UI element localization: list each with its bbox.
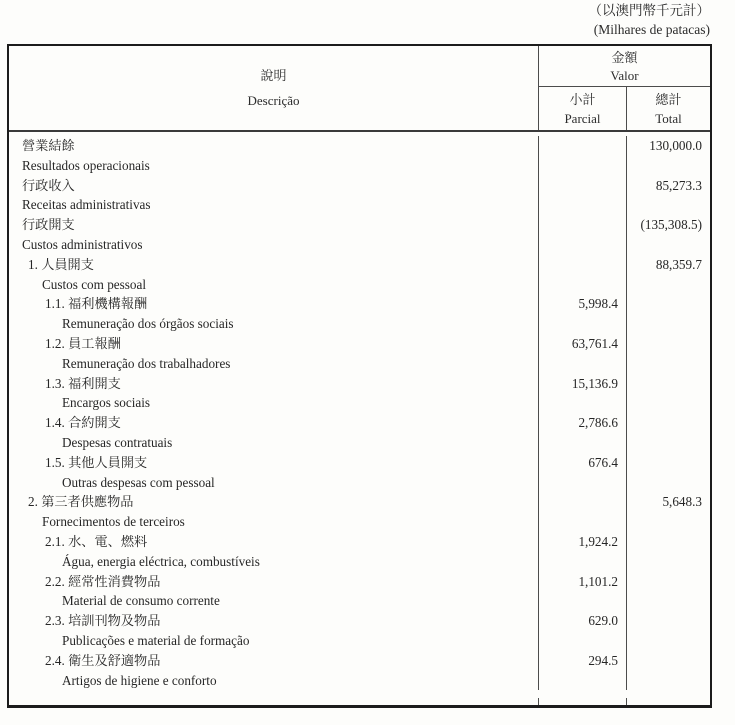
description-cell (9, 492, 538, 532)
column-header-description-zh: 說明 (260, 68, 287, 83)
description-pt: Remuneração dos órgãos sociais (62, 316, 234, 332)
total-value (626, 572, 710, 612)
description-pt: Custos com pessoal (42, 276, 147, 292)
description-cell (9, 413, 538, 453)
parcial-value: 5,998.4 (538, 294, 626, 334)
description-pt: Material de consumo corrente (62, 593, 220, 609)
description-zh: 營業結餘 (22, 138, 75, 153)
total-value (626, 294, 710, 334)
table-row (9, 453, 710, 493)
parcial-value: 1,101.2 (538, 572, 626, 612)
description-pt: Artigos de higiene e conforto (62, 672, 217, 688)
table-row (9, 255, 710, 295)
table-row (9, 572, 710, 612)
table-row (9, 215, 710, 255)
parcial-value: 63,761.4 (538, 334, 626, 374)
column-header-description-pt: Descrição (247, 93, 300, 108)
description-pt: Resultados operacionais (22, 157, 150, 173)
table-row (9, 334, 710, 374)
table-row (9, 413, 710, 453)
parcial-value: 676.4 (538, 453, 626, 493)
description-zh: 1.3. 福利開支 (45, 375, 121, 391)
column-header-description (9, 46, 538, 130)
description-pt: Custos administrativos (22, 236, 143, 252)
description-cell (9, 294, 538, 334)
table-filler (9, 698, 710, 705)
table-header (9, 46, 710, 132)
description-cell (9, 255, 538, 295)
description-pt: Remuneração dos trabalhadores (62, 355, 231, 371)
description-zh: 2.2. 經常性消費物品 (45, 573, 161, 589)
table-row (9, 136, 710, 176)
description-zh: 行政開支 (22, 217, 75, 233)
description-cell (9, 334, 538, 374)
parcial-value (538, 215, 626, 255)
total-value: (135,308.5) (626, 215, 710, 255)
description-cell (9, 532, 538, 572)
column-header-amount-pt: Valor (610, 67, 639, 83)
parcial-value: 1,924.2 (538, 532, 626, 572)
total-value: 88,359.7 (626, 255, 710, 295)
description-cell (9, 215, 538, 255)
column-header-total-pt: Total (655, 110, 682, 126)
description-zh: 1.2. 員工報酬 (45, 335, 121, 351)
total-value: 5,648.3 (626, 492, 710, 532)
total-value (626, 453, 710, 493)
parcial-value (538, 136, 626, 176)
description-zh: 2.4. 衛生及舒適物品 (45, 652, 161, 668)
description-zh: 行政收入 (22, 177, 75, 193)
description-zh: 2. 第三者供應物品 (28, 494, 134, 510)
unit-note-pt: (Milhares de patacas) (593, 22, 710, 37)
total-value: 130,000.0 (626, 136, 710, 176)
column-header-amount-zh: 金額 (611, 49, 638, 65)
total-value: 85,273.3 (626, 176, 710, 216)
total-value (626, 532, 710, 572)
table-row (9, 294, 710, 334)
description-pt: Fornecimentos de terceiros (42, 514, 185, 530)
column-header-total (626, 87, 710, 130)
column-header-subtotal (538, 87, 626, 130)
description-cell (9, 176, 538, 216)
description-cell (9, 453, 538, 493)
description-zh: 1. 人員開支 (28, 256, 94, 272)
total-value (626, 413, 710, 453)
table-row (9, 492, 710, 532)
column-header-subtotal-pt: Parcial (564, 110, 601, 126)
parcial-value (538, 255, 626, 295)
description-pt: Publicações e material de formação (62, 632, 250, 648)
description-pt: Outras despesas com pessoal (62, 474, 215, 490)
table-row (9, 651, 710, 691)
table-body (9, 132, 710, 698)
description-pt: Despesas contratuais (62, 434, 173, 450)
column-header-total-zh: 總計 (655, 91, 682, 107)
parcial-value (538, 176, 626, 216)
description-cell (9, 374, 538, 414)
total-value (626, 374, 710, 414)
description-zh: 1.1. 福利機構報酬 (45, 296, 148, 312)
column-header-subtotal-zh: 小計 (569, 91, 596, 107)
parcial-value: 294.5 (538, 651, 626, 691)
description-cell (9, 611, 538, 651)
table-row (9, 374, 710, 414)
table-row (9, 176, 710, 216)
description-pt: Água, energia eléctrica, combustíveis (62, 553, 260, 569)
parcial-value: 15,136.9 (538, 374, 626, 414)
description-cell (9, 572, 538, 612)
total-value (626, 334, 710, 374)
parcial-value: 2,786.6 (538, 413, 626, 453)
table-row (9, 532, 710, 572)
description-zh: 2.3. 培訓刊物及物品 (45, 613, 161, 629)
parcial-value: 629.0 (538, 611, 626, 651)
description-cell (9, 651, 538, 691)
description-pt: Encargos sociais (62, 395, 151, 411)
total-value (626, 611, 710, 651)
description-cell (9, 136, 538, 176)
description-pt: Receitas administrativas (22, 197, 151, 213)
description-zh: 2.1. 水、電、燃料 (45, 533, 148, 549)
unit-notes (589, 1, 711, 39)
unit-note-zh: （以澳門幣千元計） (588, 3, 710, 18)
parcial-value (538, 492, 626, 532)
total-value (626, 651, 710, 691)
table-row (9, 611, 710, 651)
column-header-amount (538, 46, 710, 87)
description-zh: 1.4. 合約開支 (45, 415, 121, 431)
description-zh: 1.5. 其他人員開支 (45, 454, 148, 470)
operating-results-table (7, 44, 712, 708)
